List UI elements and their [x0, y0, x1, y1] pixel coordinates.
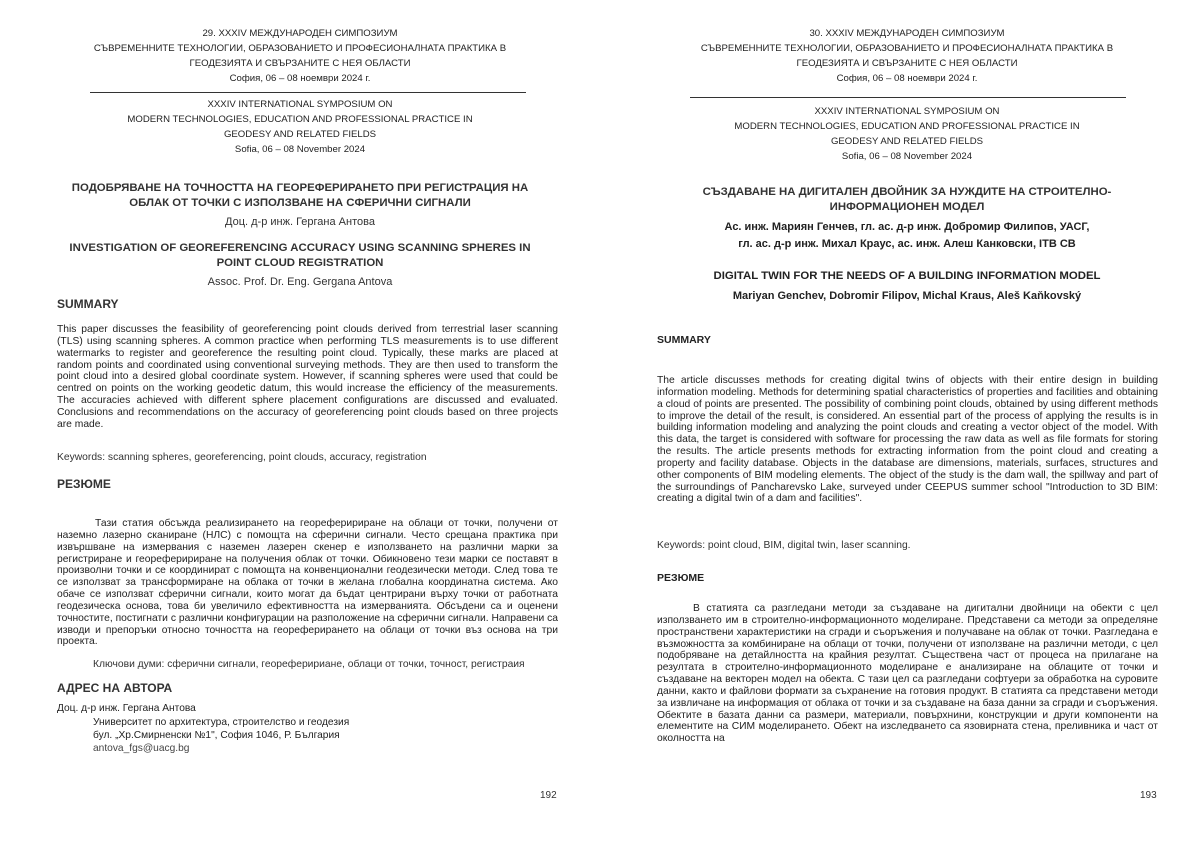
summary-paragraph — [57, 324, 558, 431]
header-line: СЪВРЕМЕННИТЕ ТЕХНОЛОГИИ, ОБРАЗОВАНИЕТО И ПРОФЕСИОНАЛНАТА ПРАКТИКА В — [700, 43, 1114, 54]
header-line: XXXIV INTERNATIONAL SYMPOSIUM ON — [814, 106, 1000, 117]
summary-text: This paper discusses the feasibility of georeferencing point clouds derived from terrestrial laser scanning (TLS) using scanning spheres. A common practice when performing TLS measurements is to use different watermarks to register and georeference the resulting point cloud. Typically, these marks are placed at random points and coordinated using conventional surveying methods. They are then used to transform the point cloud into a desired global coordinate system. However, if scanning spheres were used that could be centred on points on the working geodetic datum, this would increase the efficiency of the measurements. The accuracies achieved with different sphere placement configurations are discussed and evaluated. Conclusions and recommendations on the accuracy of georeferencing point clouds based on three projects are made. — [57, 324, 558, 430]
header-line: GEODESY AND RELATED FIELDS — [830, 136, 984, 147]
symposium-header-en — [0, 97, 600, 157]
page-number: 192 — [540, 790, 557, 801]
title-line: POINT CLOUD REGISTRATION — [216, 257, 384, 269]
right-page — [600, 0, 1200, 849]
title-line: СЪЗДАВАНЕ НА ДИГИТАЛЕН ДВОЙНИК ЗА НУЖДИТЕ НА СТРОИТЕЛНО- — [702, 186, 1112, 198]
summary-paragraph — [657, 375, 1158, 505]
header-line: Sofia, 06 – 08 November 2024 — [234, 144, 366, 155]
summary-heading: SUMMARY — [57, 297, 119, 311]
header-line: 30. XXXIV МЕЖДУНАРОДЕН СИМПОЗИУМ — [809, 28, 1005, 39]
paper-title-bg — [607, 185, 1200, 215]
keywords-en: Keywords: scanning spheres, georeferencing, point clouds, accuracy, registration — [57, 452, 427, 463]
page-number: 193 — [1140, 790, 1157, 801]
header-line: 29. XXXIV МЕЖДУНАРОДЕН СИМПОЗИУМ — [202, 28, 398, 39]
address-heading: АДРЕС НА АВТОРА — [57, 681, 173, 695]
author-bg: Доц. д-р инж. Гергана Антова — [225, 216, 375, 228]
authors-line: гл. ас. д-р инж. Михал Краус, ас. инж. Алеш Канковски, ITB CB — [738, 238, 1076, 250]
summary-heading: SUMMARY — [657, 334, 711, 346]
email-link[interactable]: antova_fgs@uacg.bg — [93, 743, 190, 754]
header-line: София, 06 – 08 ноември 2024 г. — [229, 73, 371, 84]
paper-title-bg — [0, 181, 600, 211]
address-line: Университет по архитектура, строителство и геодезия — [93, 717, 350, 728]
symposium-header-bg — [0, 26, 600, 86]
resume-heading: РЕЗЮМЕ — [57, 477, 111, 491]
authors-bg — [607, 219, 1200, 253]
authors-en: Mariyan Genchev, Dobromir Filipov, Michal Kraus, Aleš Kaňkovský — [732, 290, 1082, 302]
title-line: ОБЛАК ОТ ТОЧКИ С ИЗПОЛЗВАНЕ НА СФЕРИЧНИ СИГНАЛИ — [129, 197, 471, 209]
header-line: GEODESY AND RELATED FIELDS — [223, 129, 377, 140]
resume-paragraph — [657, 603, 1158, 745]
header-line: СЪВРЕМЕННИТЕ ТЕХНОЛОГИИ, ОБРАЗОВАНИЕТО И ПРОФЕСИОНАЛНАТА ПРАКТИКА В — [93, 43, 507, 54]
author-en: Assoc. Prof. Dr. Eng. Gergana Antova — [207, 276, 393, 288]
header-line: MODERN TECHNOLOGIES, EDUCATION AND PROFESSIONAL PRACTICE IN — [734, 121, 1080, 132]
header-line: Sofia, 06 – 08 November 2024 — [841, 151, 973, 162]
address-block — [93, 716, 349, 755]
header-divider — [690, 97, 1126, 98]
title-line: ИНФОРМАЦИОНЕН МОДЕЛ — [829, 201, 985, 213]
summary-text: The article discusses methods for creating digital twins of objects with their entire design in building information modeling. Methods for determining spatial characteristics of properties and facilities and obtaining a cloud of points are presented. The possibility of combining point clouds, obtained by using different methods to improve the detail of the result, is considered. An essential part of the process of applying the results is in building information modeling and analyzing the point clouds and creating a vector object of the model. With this data, the target is considered with software for processing the raw data as well as file formats for storing the results. The article presents methods for extracting information from the point cloud and creating a property and facility database. Objects in the database are dimensions, materials, surfaces, structures and other components of BIM modeling elements. The object of the study is the dam wall, the spillway and part of the surroundings of Pancharevsko Lake, surveyed under CEEPUS summer school "Introduction to 3D BIM: creating a digital twin of a dam and facilities". — [657, 375, 1158, 505]
resume-text: В статията са разгледани методи за създаване на дигитални двойници на обекти с цел използването им в строително-информационното моделиране. Представени са методи за определяне пространствени характеристики на сгради и съоръжения и получаване на облак от точки. Разгледана е възможността за комбиниране на облаци от точки, получени от използване на различни методи, с цел подобряване на детайлността на крайния резултат. Съществена част от процеса на прилагане на резултата в строително-информационното моделиране е анализиране на облаците от точки и създаване на векторен модел на обекта. С тази цел са разгледани софтуери за обработка на суровите данни, както и файлови формати за съхранение на готовия продукт. В статията са представени методи за извличане на информация от облака от точки и за създаване на база данни за сгради и съоръжения. Обектите в базата данни са размери, материали, повърхнини, конструкции и други компоненти на елементите на СИМ моделирането. Обект на изследването са язовирната стена, преливника и част от околността на — [657, 603, 1158, 745]
paper-title-en — [0, 241, 600, 271]
address-line: бул. „Хр.Смирненски №1", София 1046, Р. България — [93, 730, 340, 741]
resume-heading: РЕЗЮМЕ — [657, 572, 705, 584]
symposium-header-en — [607, 104, 1200, 164]
paper-title-en: DIGITAL TWIN FOR THE NEEDS OF A BUILDING INFORMATION MODEL — [713, 270, 1101, 282]
resume-text: Тази статия обсъжда реализирането на геореферириране на облаци от точки, получени от наземно лазерно сканиране (НЛС) с помощта на сферични сигнали. Често срещана практика при извършване на измервания с наземен лазерен скенер е използването на различни марки за регистриране и геореферириране на получения облак от точки. Обикновено тези марки се поставят в произволни точки и се координират с помощта на конвенционални геодезически методи. След това те се използват за трансформиране на облака от точки в желана глобална координатна система. Ако обаче се използват сферични сигнали, които могат да бъдат центрирани върху точки от работната геодезическа основа, това би увеличило ефективността на измерванията. Обсъдени са и оценени точностите, постигнати с различни конфигурации на разположение на сферични сигнали. Направени са изводи и препоръки относно точността на геореферирането на облаци от точки въз основа на три проекта. — [57, 518, 558, 648]
keywords-en: Keywords: point cloud, BIM, digital twin, laser scanning. — [657, 540, 911, 551]
address-author: Доц. д-р инж. Гергана Антова — [57, 703, 196, 714]
keywords-bg: Ключови думи: сферични сигнали, геореферириане, облаци от точки, точност, регистраия — [93, 659, 525, 670]
header-line: ГЕОДЕЗИЯТА И СВЪРЗАНИТЕ С НЕЯ ОБЛАСТИ — [796, 58, 1018, 69]
resume-paragraph — [57, 518, 558, 648]
header-divider — [90, 92, 526, 93]
header-line: ГЕОДЕЗИЯТА И СВЪРЗАНИТЕ С НЕЯ ОБЛАСТИ — [189, 58, 411, 69]
symposium-header-bg — [607, 26, 1200, 86]
header-line: XXXIV INTERNATIONAL SYMPOSIUM ON — [207, 99, 393, 110]
header-line: MODERN TECHNOLOGIES, EDUCATION AND PROFESSIONAL PRACTICE IN — [127, 114, 473, 125]
authors-line: Ас. инж. Мариян Генчев, гл. ас. д-р инж. Добромир Филипов, УАСГ, — [724, 221, 1090, 233]
title-line: ПОДОБРЯВАНЕ НА ТОЧНОСТТА НА ГЕОРЕФЕРИРАНЕТО ПРИ РЕГИСТРАЦИЯ НА — [71, 182, 529, 194]
header-line: София, 06 – 08 ноември 2024 г. — [836, 73, 978, 84]
title-line: INVESTIGATION OF GEOREFERENCING ACCURACY USING SCANNING SPHERES IN — [69, 242, 531, 254]
